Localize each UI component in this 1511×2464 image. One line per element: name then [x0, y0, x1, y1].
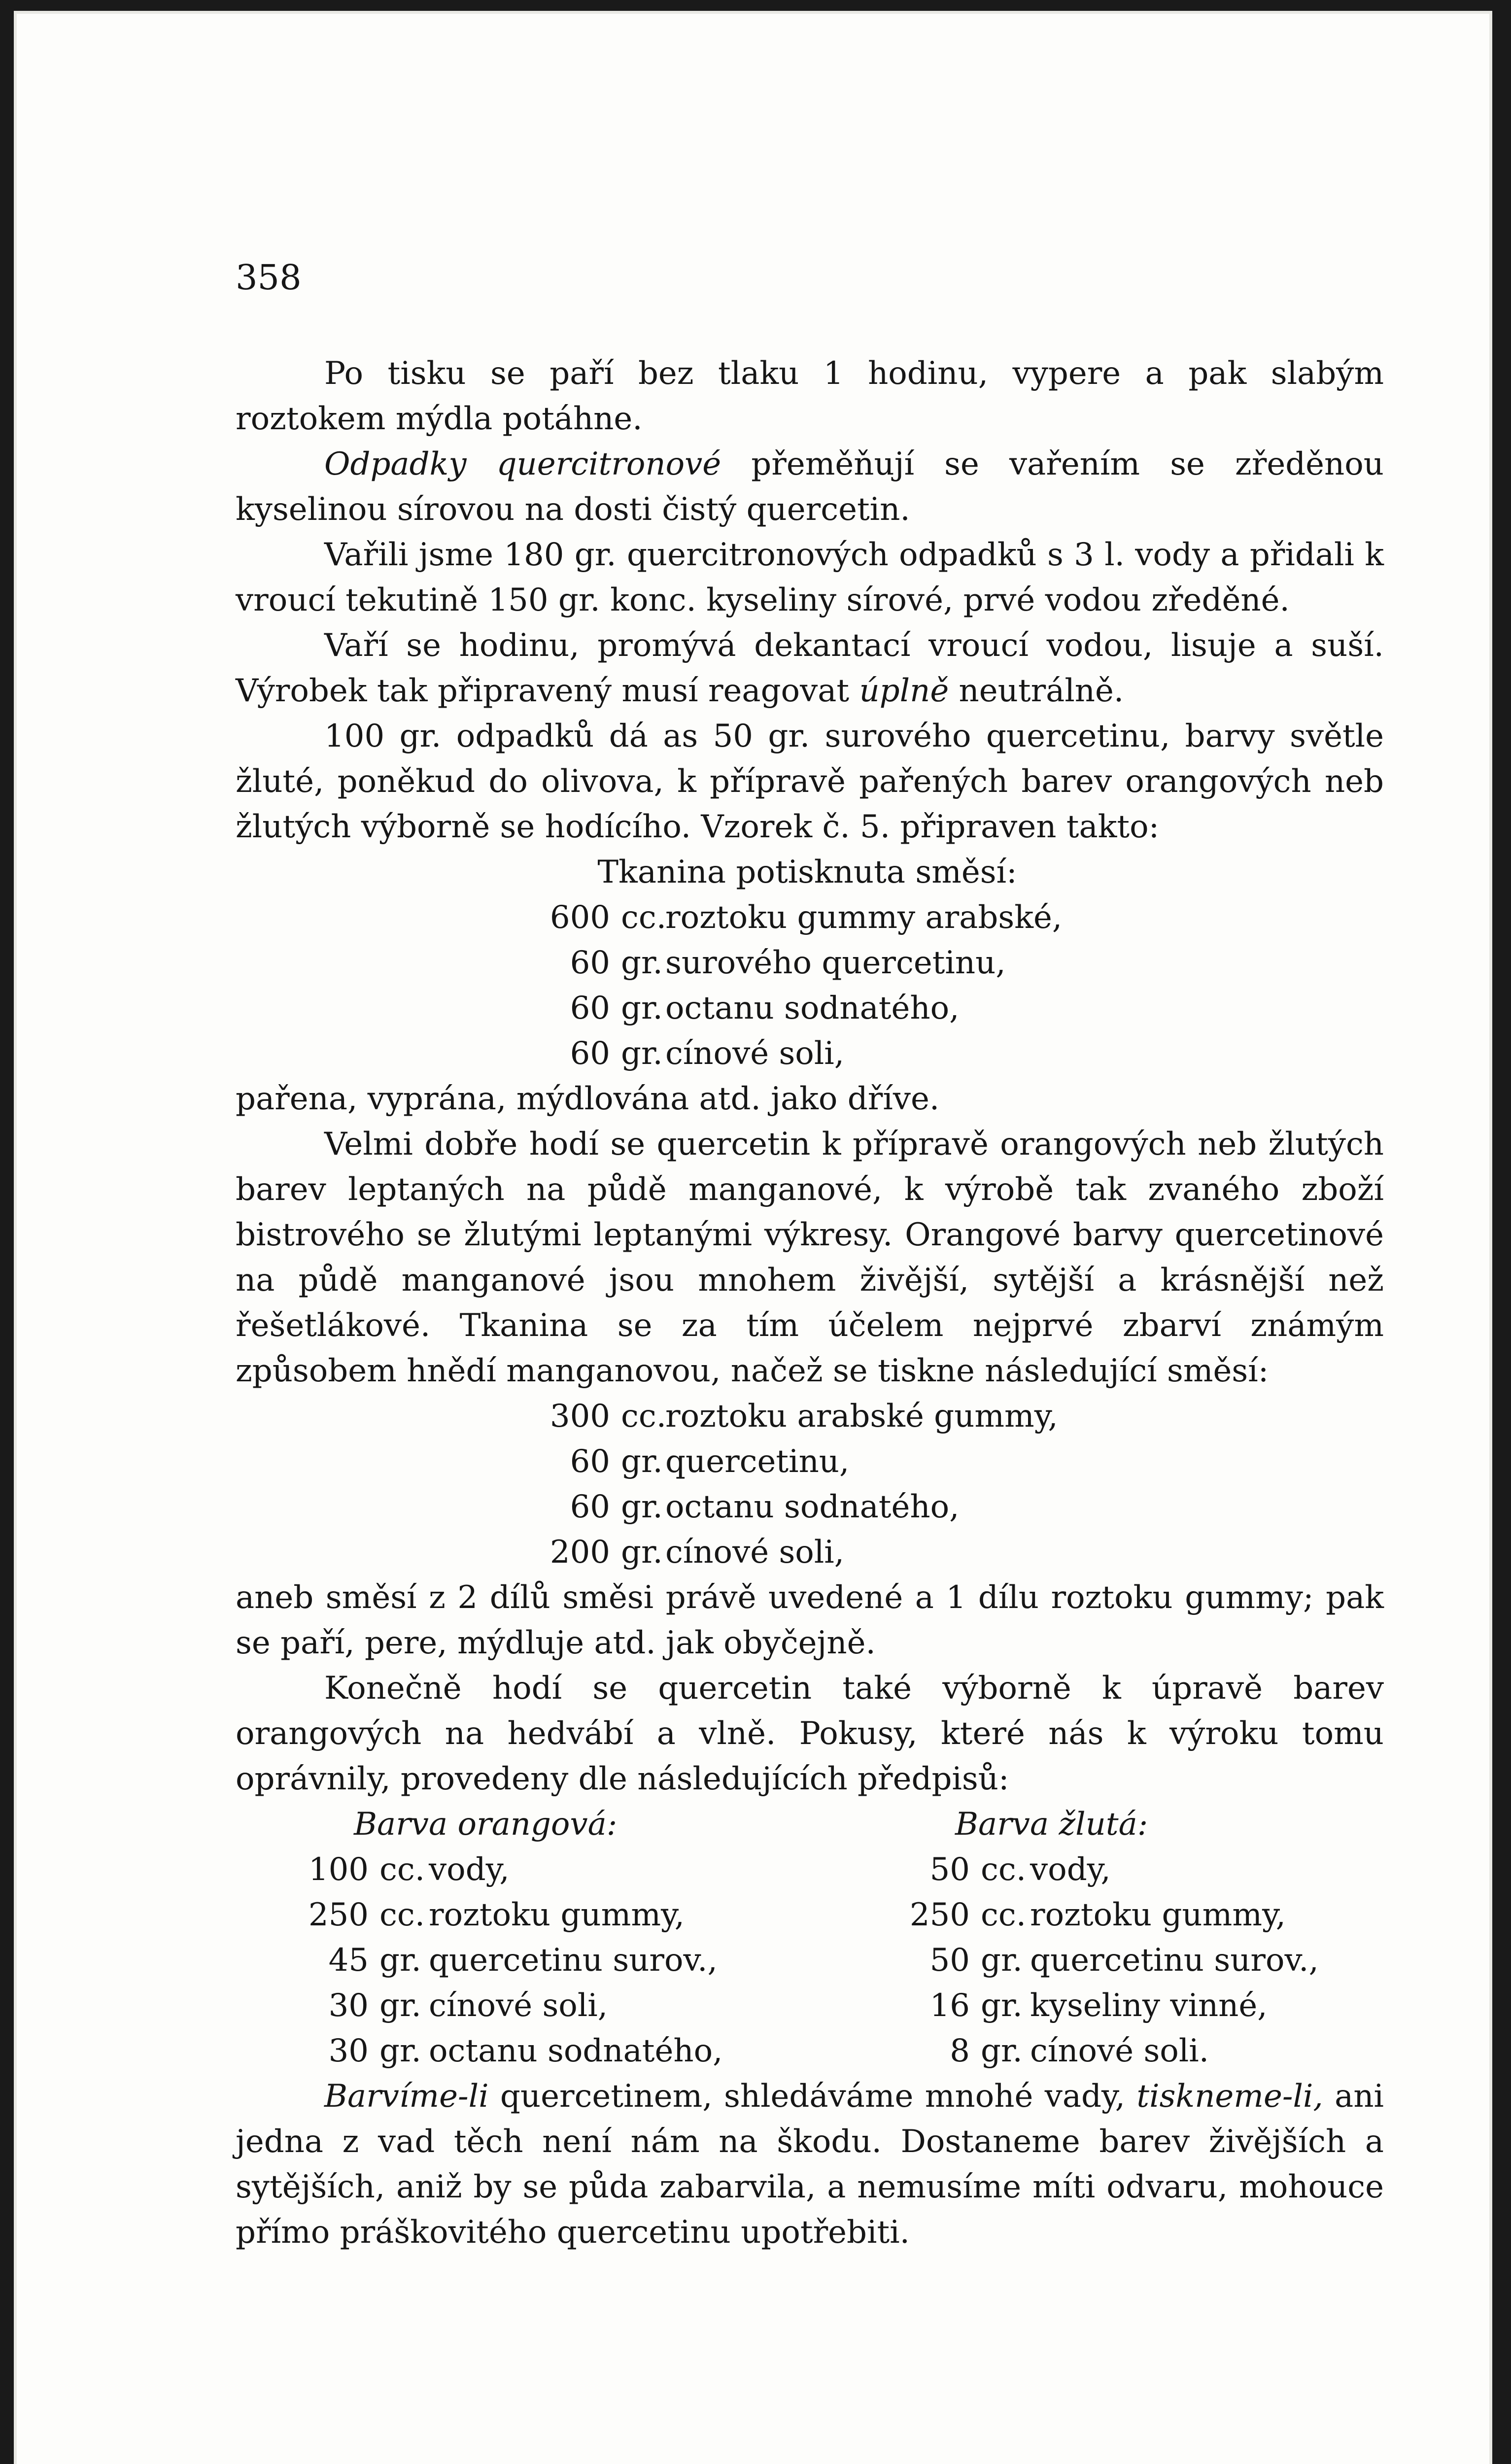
recipe-row: 60 gr. octanu sodnatého,	[570, 990, 960, 1027]
paragraph-7: Velmi dobře hodí se quercetin k přípravě orangových neb žlutých barev leptaných na půdě manganové, k výrobě tak zvaného zboží bistrového se žlutými leptanými výkresy. Orangové barvy quercetinové na půdě manganové jsou mnohem živější, sytější a krásnější než řešetlákové. Tkanina se za tím účelem nejprvé zbarví známým způsobem hnědí manganovou, načež se tiskne následující směsí:	[236, 1126, 1384, 1389]
recipe-row: 60 gr. quercetinu,	[570, 1443, 850, 1480]
recipe-row: 100 cc. vody,	[308, 1851, 510, 1888]
page-number: 358	[236, 257, 302, 298]
paragraph-10-italic-2: tiskneme-li,	[1136, 2078, 1323, 2115]
paragraph-10-italic-1: Barvíme-li	[324, 2078, 489, 2115]
recipe-row: 16 gr. kyseliny vinné,	[929, 1987, 1268, 2024]
recipe-row: 200 gr. cínové soli,	[549, 1534, 845, 1571]
recipe-row: 250 cc. roztoku gummy,	[909, 1897, 1286, 1933]
recipe-yellow	[891, 1802, 1319, 2074]
paragraph-4	[236, 623, 1384, 714]
recipe-yellow-title: Barva žlutá:	[955, 1806, 1148, 1843]
recipe-2	[541, 1394, 1058, 1575]
recipe-row: 50 gr. quercetinu surov.,	[929, 1942, 1319, 1979]
recipe-orange-title: Barva orangová:	[354, 1806, 618, 1843]
recipe-1	[541, 895, 1062, 1076]
paragraph-2	[236, 442, 1384, 532]
recipe-row: 45 gr. quercetinu surov.,	[328, 1942, 718, 1979]
paragraph-5: 100 gr. odpadků dá as 50 gr. surového quercetinu, barvy světle žluté, poněkud do olivova, k přípravě pařených barev orangových neb žlutých výborně se hodícího. Vzorek č. 5. připraven takto:	[236, 718, 1384, 845]
book-page	[14, 11, 1492, 2464]
recipe-row: 8 gr. cínové soli.	[950, 2033, 1209, 2069]
paragraph-4-italic: úplně	[859, 673, 949, 709]
recipe-row: 50 cc. vody,	[929, 1851, 1111, 1888]
recipe-row: 250 cc. roztoku gummy,	[308, 1897, 685, 1933]
recipe-row: 60 gr. surového quercetinu,	[570, 945, 1006, 981]
paragraph-10	[236, 2074, 1384, 2255]
paragraph-2-italic: Odpadky quercitronové	[324, 446, 721, 482]
recipe-row: 60 gr. octanu sodnatého,	[570, 1489, 960, 1525]
paragraph-9: Konečně hodí se quercetin také výborně k úpravě barev orangových na hedvábí a vlně. Pokusy, které nás k výroku tomu oprávnily, provedeny dle následujících předpisů:	[236, 1670, 1384, 1797]
recipe-orange	[290, 1802, 722, 2074]
recipe-row: 60 gr. cínové soli,	[570, 1035, 845, 1072]
recipe-1-title: Tkanina potisknuta směsí:	[597, 854, 1017, 890]
paragraph-10-text-2: ani jedna z vad těch není nám na škodu. Dostaneme barev živějších a sytějších, aniž by se půda zabarvila, a nemusíme míti odvaru, mohouce přímo práškovitého quercetinu upotřebiti.	[236, 2078, 1384, 2251]
recipe-row: 30 gr. octanu sodnatého,	[328, 2033, 723, 2069]
paragraph-2-text: přeměňují se vařením se zředěnou kyselinou sírovou na dosti čistý quercetin.	[236, 446, 1384, 528]
paragraph-4-end: neutrálně.	[959, 673, 1124, 709]
paragraph-8: aneb směsí z 2 dílů směsi právě uvedené a 1 dílu roztoku gummy; pak se paří, pere, mýdluje atd. jak obyčejně.	[236, 1579, 1384, 1661]
paragraph-3: Vařili jsme 180 gr. quercitronových odpadků s 3 l. vody a přidali k vroucí tekutině 150 gr. konc. kyseliny sírové, prvé vodou zředěné.	[236, 537, 1384, 618]
paragraph-1: Po tisku se paří bez tlaku 1 hodinu, vypere a pak slabým roztokem mýdla potáhne.	[236, 355, 1384, 437]
paragraph-6: pařena, vyprána, mýdlována atd. jako dříve.	[236, 1081, 940, 1117]
paragraph-4-text: Vaří se hodinu, promývá dekantací vroucí vodou, lisuje a suší. Výrobek tak připravený musí reagovat	[236, 627, 1384, 709]
recipe-row: 300 cc. roztoku arabské gummy,	[549, 1398, 1058, 1435]
paragraph-10-text-1: quercetinem, shledáváme mnohé vady,	[500, 2078, 1125, 2115]
recipe-row: 600 cc. roztoku gummy arabské,	[549, 899, 1063, 936]
recipe-row: 30 gr. cínové soli,	[328, 1987, 608, 2024]
